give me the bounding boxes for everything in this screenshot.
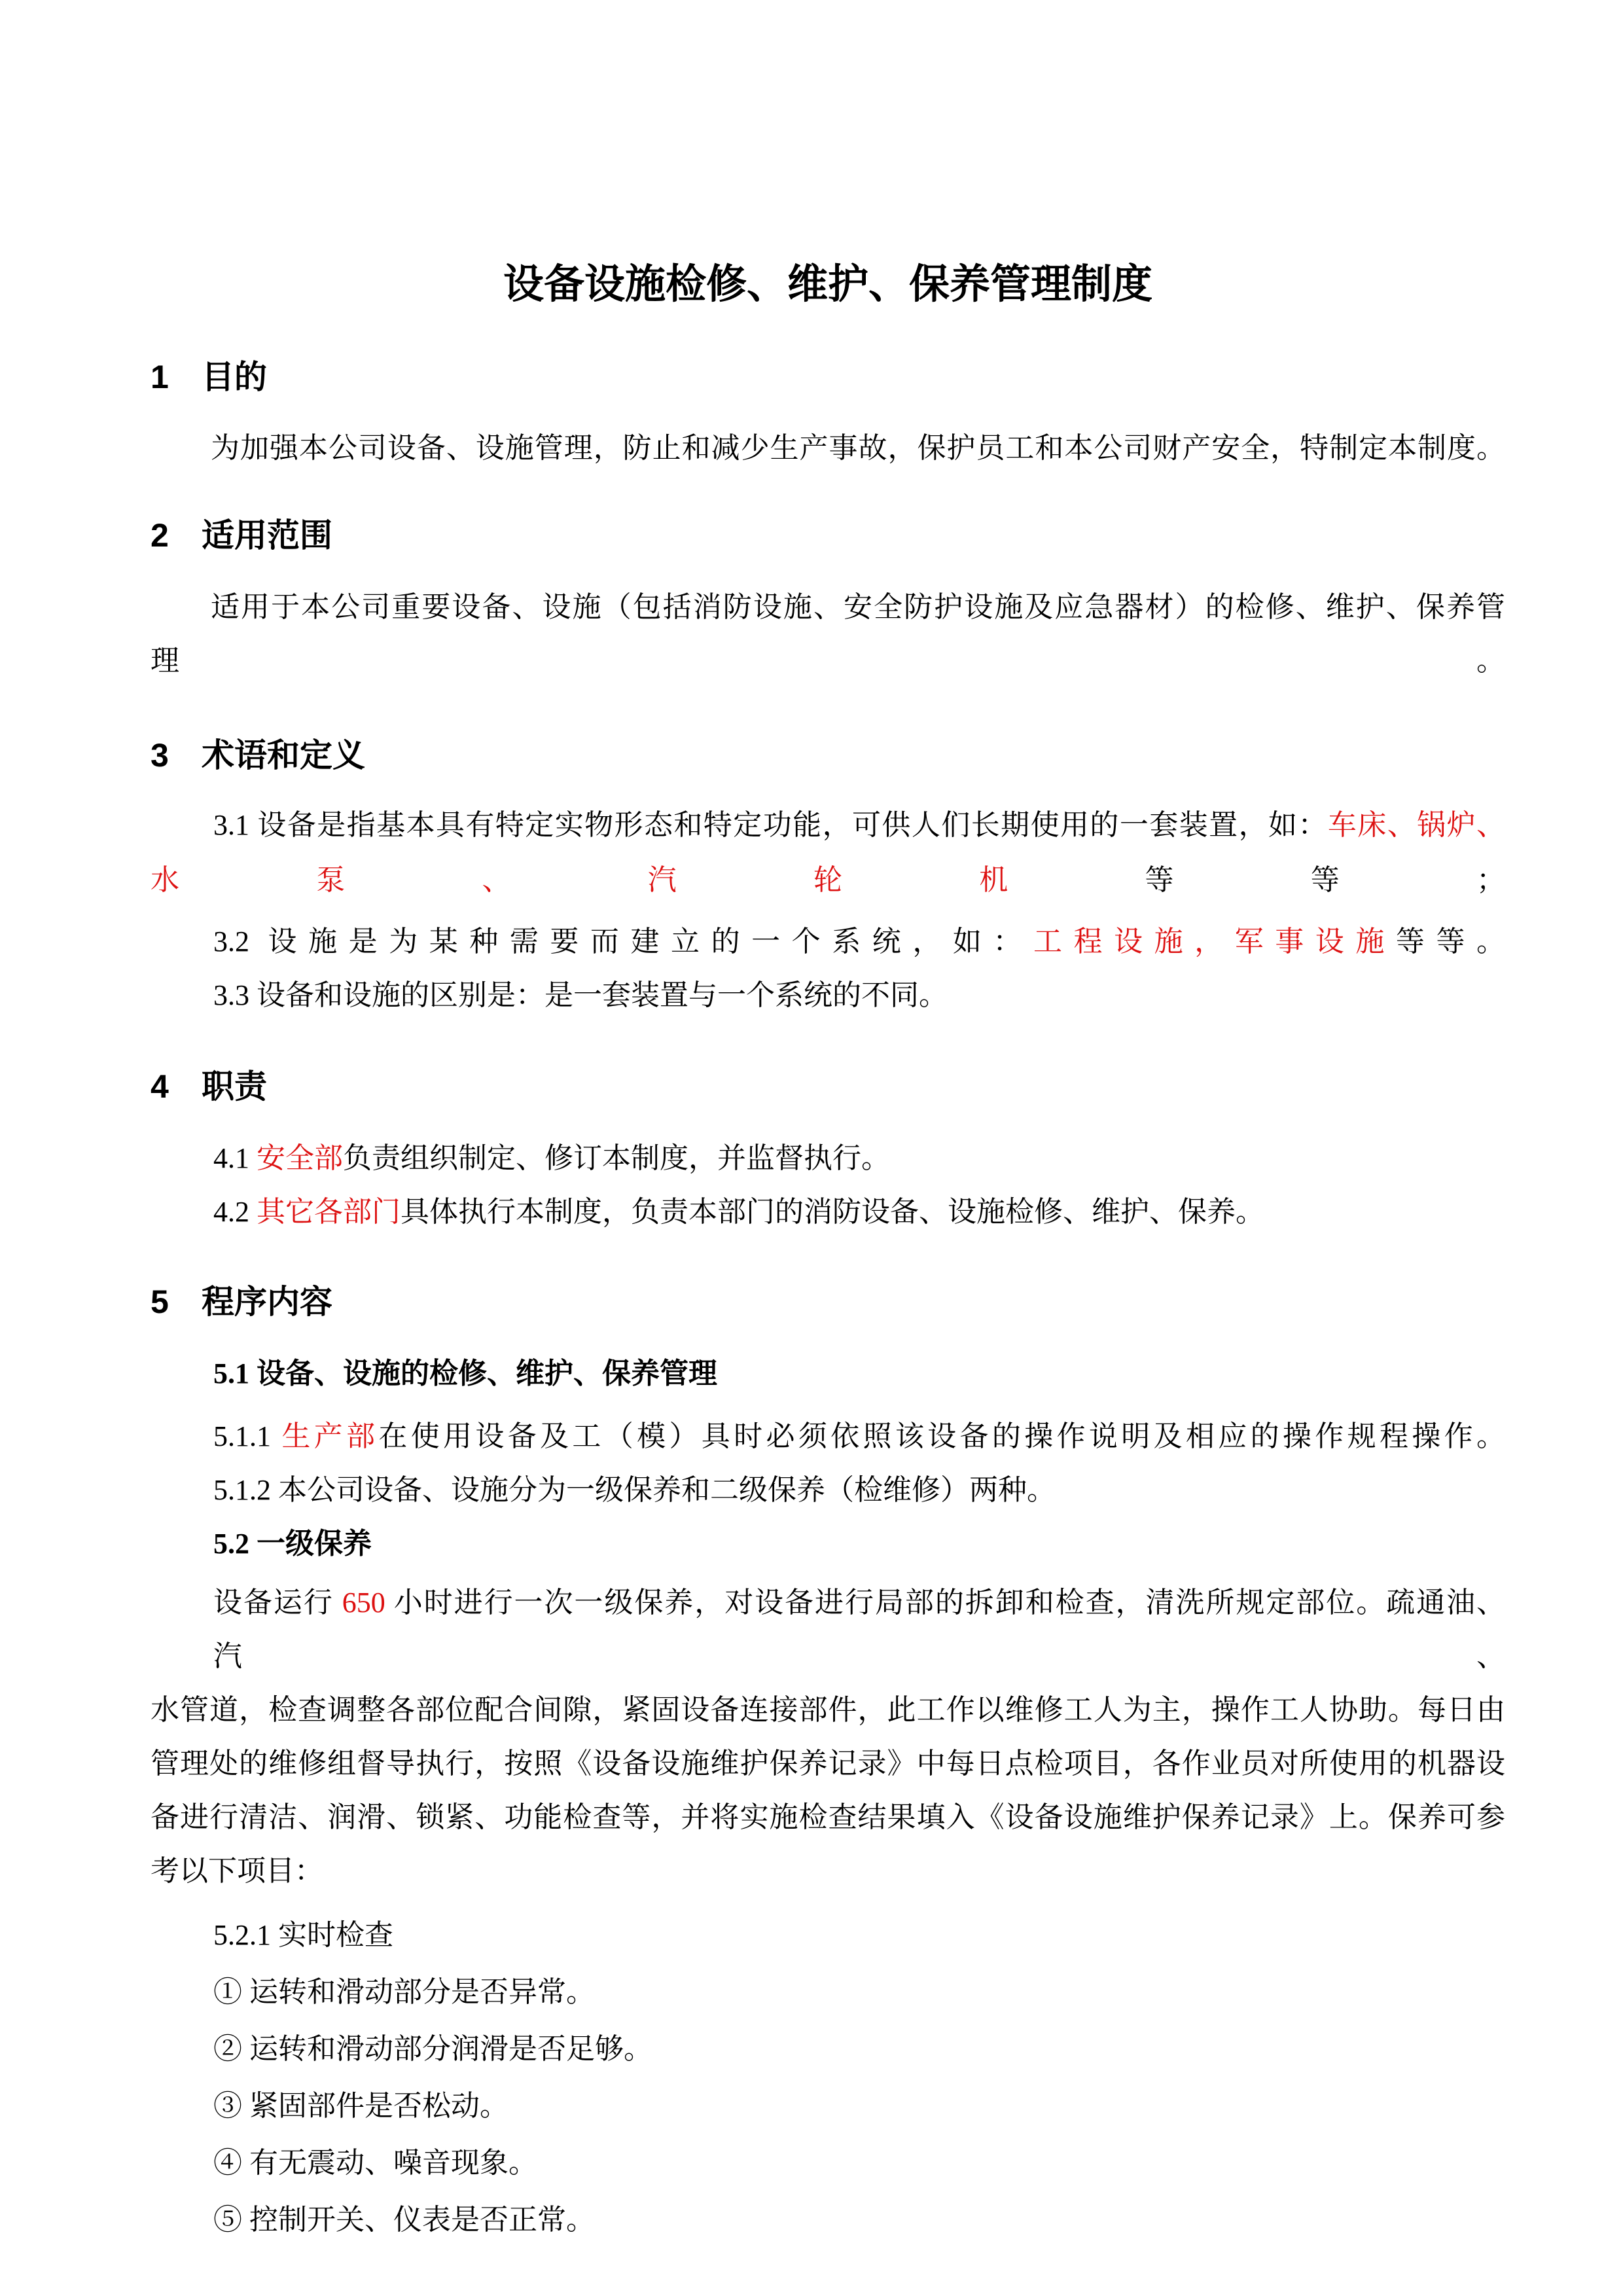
- clause-5-1-1: [151, 1410, 1505, 1463]
- clause-4-2-number: 4.2: [213, 1196, 257, 1228]
- section-1-number: 1: [151, 359, 169, 395]
- clause-5-2-1-heading: 5.2.1 实时检查: [213, 1919, 393, 1951]
- clause-4-1: [151, 1132, 1505, 1185]
- clause-5-2-heading: 5.2 一级保养: [213, 1528, 372, 1560]
- clause-5-1-1-text: 在使用设备及工（模）具时必须依照该设备的操作说明及相应的操作规程操作。: [378, 1420, 1506, 1452]
- maintenance-paragraph-line1: [151, 1576, 1505, 1683]
- clause-3-1-tail: 等等；: [1145, 864, 1505, 896]
- section-2-number: 2: [151, 517, 169, 554]
- section-3-title: 术语和定义: [202, 737, 365, 774]
- checklist-item-1: ① 运转和滑动部分是否异常。: [213, 1976, 595, 2008]
- section-5-heading: [151, 1275, 1505, 1329]
- clause-3-2: [151, 915, 1505, 969]
- clause-3-2-tail: 等等。: [1395, 925, 1506, 958]
- section-3-number: 3: [151, 737, 169, 774]
- clause-4-1-department: 安全部: [257, 1142, 343, 1174]
- section-4-title: 职责: [202, 1068, 267, 1105]
- clause-5-1-1-department: 生产部: [281, 1420, 379, 1452]
- section-3-heading: [151, 728, 1505, 782]
- section-5-title: 程序内容: [202, 1283, 332, 1320]
- clause-3-1-red-examples-2: 水泵、汽轮机: [151, 864, 1145, 896]
- paragraph-purpose: 为加强本公司设备、设施管理，防止和减少生产事故，保护员工和本公司财产安全，特制定本制度。: [211, 432, 1505, 464]
- maintenance-paragraph-line3: 管理处的维修组督导执行，按照《设备设施维护保养记录》中每日点检项目，各作业员对所使用的机器设: [151, 1748, 1505, 1780]
- clause-4-2-department: 其它各部门: [257, 1196, 401, 1228]
- clause-5-1-2: 5.1.2 本公司设备、设施分为一级保养和二级保养（检维修）两种。: [213, 1474, 1056, 1506]
- paragraph-scope: 适用于本公司重要设备、设施（包括消防设施、安全防护设施及应急器材）的检修、维护、保养管理。: [151, 591, 1505, 677]
- maintenance-paragraph-line2: 水管道，检查调整各部位配合间隙，紧固设备连接部件，此工作以维修工人为主，操作工人协助。每日由: [151, 1694, 1505, 1726]
- maintenance-paragraph-line5: 考以下项目：: [151, 1855, 323, 1887]
- checklist-item-5: ⑤ 控制开关、仪表是否正常。: [213, 2204, 595, 2236]
- checklist-item-4: ④ 有无震动、噪音现象。: [213, 2147, 537, 2179]
- section-1-heading: [151, 350, 1505, 404]
- clause-3-1-line1: [151, 798, 1505, 852]
- clause-3-2-text: 3.2 设施是为某种需要而建立的一个系统，如：: [213, 925, 1033, 958]
- paragraph-text: 小时进行一次一级保养，对设备进行局部的拆卸和检查，清洗所规定部位。疏通油、汽、: [213, 1587, 1506, 1672]
- checklist-item-3: ③ 紧固部件是否松动。: [213, 2090, 508, 2122]
- clause-3-2-red-examples: 工程设施，军事设施: [1033, 925, 1396, 958]
- maintenance-paragraph-line4: 备进行清洁、润滑、锁紧、功能检查等，并将实施检查结果填入《设备设施维护保养记录》上。保养可参: [151, 1801, 1505, 1833]
- clause-5-1-heading: 5.1 设备、设施的检修、维护、保养管理: [213, 1357, 717, 1390]
- clause-5-1-1-number: 5.1.1: [213, 1420, 282, 1452]
- section-2-title: 适用范围: [202, 517, 332, 554]
- clause-3-1-line2: [151, 853, 1505, 907]
- section-4-heading: [151, 1060, 1505, 1113]
- clause-4-1-number: 4.1: [213, 1142, 257, 1174]
- clause-4-1-text: 负责组织制定、修订本制度，并监督执行。: [343, 1142, 890, 1174]
- section-1-title: 目的: [202, 359, 267, 395]
- clause-3-3: 3.3 设备和设施的区别是：是一套装置与一个系统的不同。: [213, 979, 948, 1011]
- clause-3-1-text: 3.1 设备是指基本具有特定实物形态和特定功能，可供人们长期使用的一套装置，如：: [213, 809, 1328, 841]
- section-2-heading: [151, 509, 1505, 562]
- section-4-number: 4: [151, 1068, 169, 1105]
- checklist-item-2: ② 运转和滑动部分润滑是否足够。: [213, 2033, 652, 2065]
- document-title: 设备设施检修、维护、保养管理制度: [503, 262, 1152, 307]
- clause-3-1-red-examples: 车床、锅炉、: [1327, 809, 1506, 841]
- clause-4-2: [151, 1185, 1505, 1239]
- clause-4-2-text: 具体执行本制度，负责本部门的消防设备、设施检修、维护、保养。: [401, 1196, 1264, 1228]
- paragraph-text: 设备运行: [213, 1587, 342, 1619]
- section-5-number: 5: [151, 1283, 169, 1320]
- running-hours-value: 650: [342, 1587, 385, 1619]
